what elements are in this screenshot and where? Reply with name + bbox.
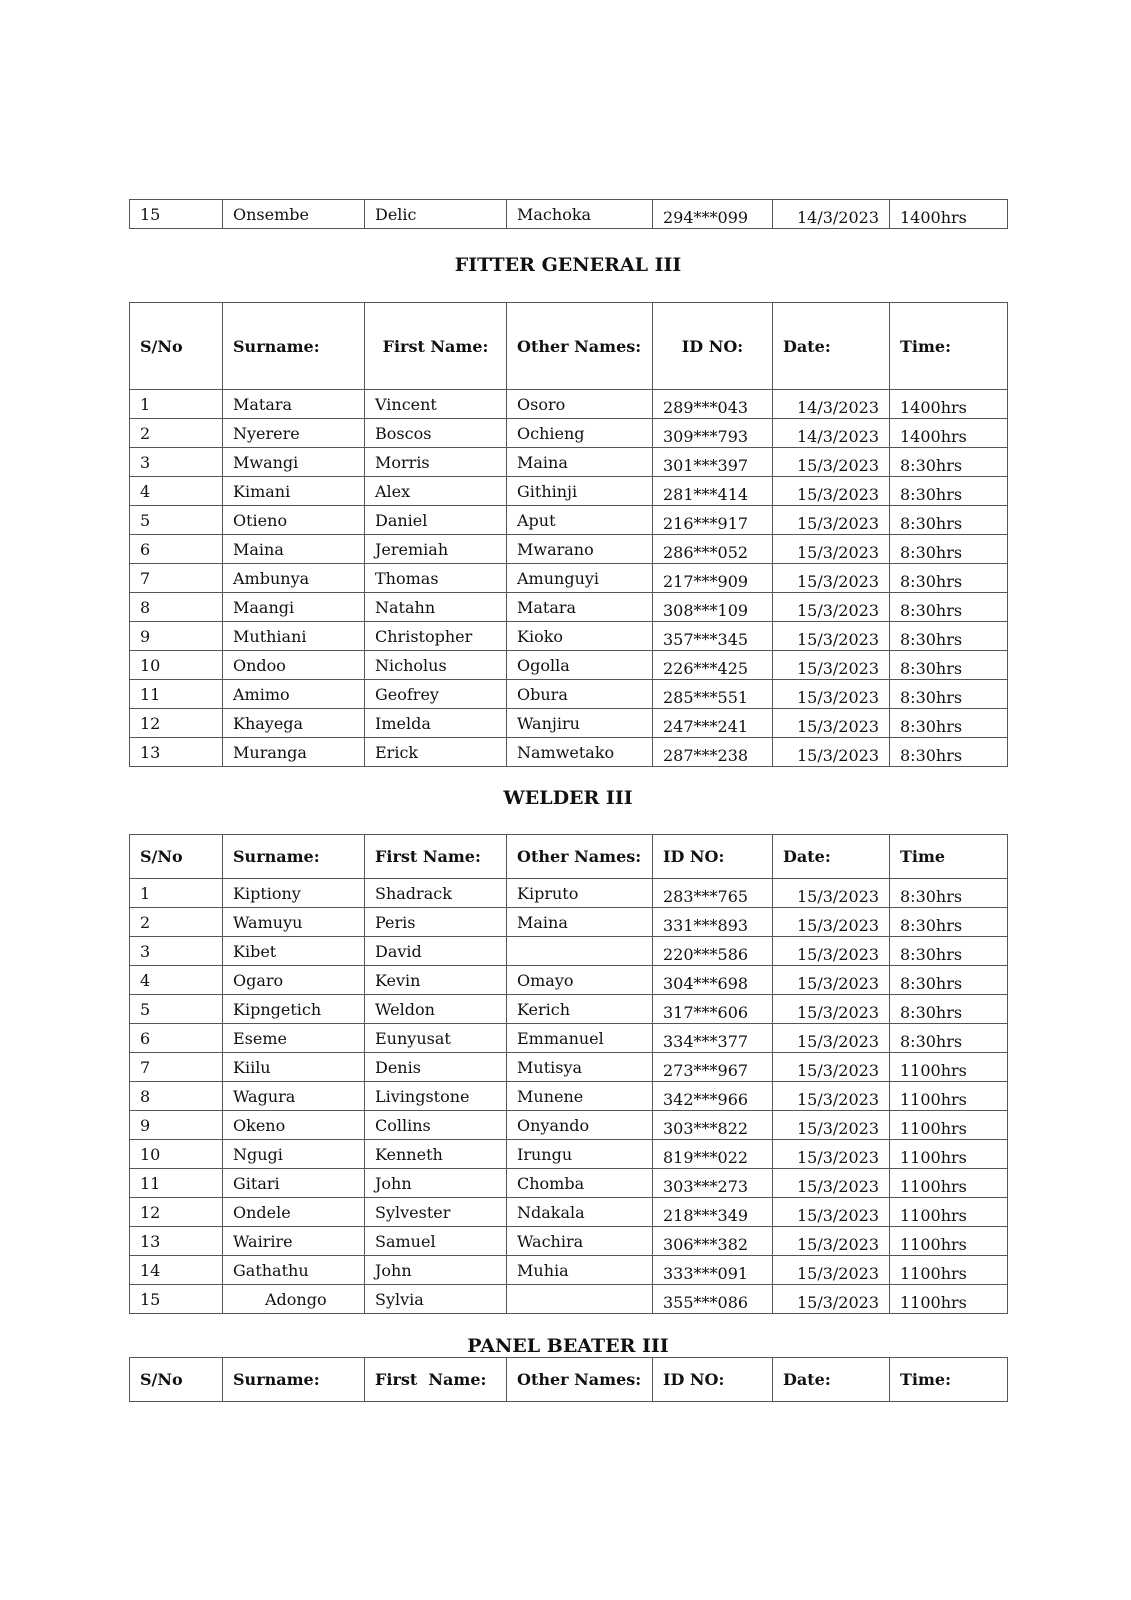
other-names-cell: Mutisya: [507, 1053, 653, 1082]
id-cell: 334***377: [653, 1024, 773, 1053]
other-names-cell: Ndakala: [507, 1198, 653, 1227]
header-id-no: ID NO:: [653, 835, 773, 879]
table-row: [130, 908, 1008, 937]
table-row: [130, 1140, 1008, 1169]
id-cell: 217***909: [653, 564, 773, 593]
header-surname: Surname:: [223, 835, 365, 879]
table-row: [130, 200, 1008, 229]
table-row: [130, 1198, 1008, 1227]
other-names-cell: Maina: [507, 448, 653, 477]
header-time: Time:: [890, 1358, 1008, 1402]
surname-cell: Muranga: [223, 738, 365, 767]
header-date: Date:: [773, 835, 890, 879]
first-name-cell: John: [365, 1256, 507, 1285]
sno-cell: 5: [130, 995, 223, 1024]
date-cell: 15/3/2023: [773, 879, 890, 908]
section-title-welder: WELDER III: [503, 787, 633, 809]
sno-cell: 10: [130, 651, 223, 680]
date-cell: 15/3/2023: [773, 1111, 890, 1140]
surname-cell: Eseme: [223, 1024, 365, 1053]
header-first-name: First Name:: [365, 1358, 507, 1402]
surname-cell: Mwangi: [223, 448, 365, 477]
table-row: [130, 506, 1008, 535]
fitter-table-body: [130, 390, 1008, 767]
header-surname: Surname:: [223, 303, 365, 390]
date-cell: 14/3/2023: [773, 390, 890, 419]
sno-cell: 6: [130, 1024, 223, 1053]
time-cell: 1100hrs: [890, 1053, 1008, 1082]
first-name-cell: Natahn: [365, 593, 507, 622]
sno-cell: 8: [130, 593, 223, 622]
time-cell: 1100hrs: [890, 1285, 1008, 1314]
header-date: Date:: [773, 303, 890, 390]
other-names-cell: Munene: [507, 1082, 653, 1111]
panel-table: [129, 1357, 1008, 1402]
table-row: [130, 1024, 1008, 1053]
id-cell: 303***822: [653, 1111, 773, 1140]
header-sno: S/No: [130, 835, 223, 879]
date-cell: 15/3/2023: [773, 1024, 890, 1053]
first-name-cell: Weldon: [365, 995, 507, 1024]
other-names-cell: Wachira: [507, 1227, 653, 1256]
table-row: [130, 419, 1008, 448]
time-cell: 1100hrs: [890, 1169, 1008, 1198]
other-names-cell: Ogolla: [507, 651, 653, 680]
time-cell: 1400hrs: [890, 419, 1008, 448]
time-cell: 8:30hrs: [890, 966, 1008, 995]
sno-cell: 15: [130, 200, 223, 229]
date-cell: 15/3/2023: [773, 564, 890, 593]
first-name-cell: Morris: [365, 448, 507, 477]
surname-cell: Khayega: [223, 709, 365, 738]
other-names-cell: Mwarano: [507, 535, 653, 564]
time-cell: 1100hrs: [890, 1111, 1008, 1140]
other-names-cell: Chomba: [507, 1169, 653, 1198]
id-cell: 333***091: [653, 1256, 773, 1285]
sno-cell: 4: [130, 966, 223, 995]
id-cell: 218***349: [653, 1198, 773, 1227]
date-cell: 15/3/2023: [773, 593, 890, 622]
id-cell: 331***893: [653, 908, 773, 937]
date-cell: 14/3/2023: [773, 419, 890, 448]
table-row: [130, 1111, 1008, 1140]
table-row: [130, 879, 1008, 908]
time-cell: 8:30hrs: [890, 651, 1008, 680]
id-cell: 281***414: [653, 477, 773, 506]
surname-cell: Muthiani: [223, 622, 365, 651]
id-cell: 355***086: [653, 1285, 773, 1314]
first-name-cell: Samuel: [365, 1227, 507, 1256]
date-cell: 15/3/2023: [773, 1256, 890, 1285]
id-cell: 289***043: [653, 390, 773, 419]
time-cell: 1400hrs: [890, 390, 1008, 419]
surname-cell: Ondoo: [223, 651, 365, 680]
first-name-cell: John: [365, 1169, 507, 1198]
other-names-cell: Kerich: [507, 995, 653, 1024]
first-name-cell: Denis: [365, 1053, 507, 1082]
sno-cell: 3: [130, 448, 223, 477]
date-cell: 15/3/2023: [773, 937, 890, 966]
welder-table-body: [130, 879, 1008, 1314]
time-cell: 1100hrs: [890, 1140, 1008, 1169]
date-cell: 15/3/2023: [773, 709, 890, 738]
header-id-no: ID NO:: [653, 303, 773, 390]
table-row: [130, 390, 1008, 419]
first-name-cell: Shadrack: [365, 879, 507, 908]
sno-cell: 5: [130, 506, 223, 535]
table-row: [130, 995, 1008, 1024]
surname-cell: Maina: [223, 535, 365, 564]
table-row: [130, 680, 1008, 709]
other-names-cell: Osoro: [507, 390, 653, 419]
time-cell: 8:30hrs: [890, 908, 1008, 937]
time-cell: 1100hrs: [890, 1198, 1008, 1227]
id-cell: 286***052: [653, 535, 773, 564]
first-name-cell: Kenneth: [365, 1140, 507, 1169]
table-row: [130, 622, 1008, 651]
sno-cell: 7: [130, 1053, 223, 1082]
header-sno: S/No: [130, 303, 223, 390]
table-row: [130, 1169, 1008, 1198]
id-cell: 303***273: [653, 1169, 773, 1198]
id-cell: 306***382: [653, 1227, 773, 1256]
first-name-cell: Eunyusat: [365, 1024, 507, 1053]
surname-cell: Ambunya: [223, 564, 365, 593]
table-row: [130, 937, 1008, 966]
time-cell: 8:30hrs: [890, 593, 1008, 622]
first-name-cell: Sylvia: [365, 1285, 507, 1314]
first-name-cell: Jeremiah: [365, 535, 507, 564]
time-cell: 8:30hrs: [890, 937, 1008, 966]
id-cell: 317***606: [653, 995, 773, 1024]
other-names-cell: [507, 1285, 653, 1314]
time-cell: 8:30hrs: [890, 738, 1008, 767]
table-row: [130, 738, 1008, 767]
first-name-cell: Imelda: [365, 709, 507, 738]
table-header-row: [130, 303, 1008, 390]
id-cell: 304***698: [653, 966, 773, 995]
surname-cell: Matara: [223, 390, 365, 419]
table-row: [130, 651, 1008, 680]
time-cell: 1100hrs: [890, 1082, 1008, 1111]
other-names-cell: Githinji: [507, 477, 653, 506]
date-cell: 15/3/2023: [773, 1169, 890, 1198]
other-names-cell: Irungu: [507, 1140, 653, 1169]
other-names-cell: [507, 937, 653, 966]
surname-cell: Adongo: [223, 1285, 365, 1314]
surname-cell: Nyerere: [223, 419, 365, 448]
other-names-cell: Namwetako: [507, 738, 653, 767]
other-names-cell: Obura: [507, 680, 653, 709]
surname-cell: Kiilu: [223, 1053, 365, 1082]
surname-cell: Onsembe: [223, 200, 365, 229]
table-row: [130, 448, 1008, 477]
time-cell: 1100hrs: [890, 1256, 1008, 1285]
id-cell: 357***345: [653, 622, 773, 651]
date-cell: 15/3/2023: [773, 1227, 890, 1256]
first-name-cell: Collins: [365, 1111, 507, 1140]
sno-cell: 6: [130, 535, 223, 564]
id-cell: 342***966: [653, 1082, 773, 1111]
sno-cell: 11: [130, 680, 223, 709]
first-name-cell: Kevin: [365, 966, 507, 995]
first-name-cell: Alex: [365, 477, 507, 506]
date-cell: 15/3/2023: [773, 506, 890, 535]
date-cell: 14/3/2023: [773, 200, 890, 229]
date-cell: 15/3/2023: [773, 448, 890, 477]
surname-cell: Kipngetich: [223, 995, 365, 1024]
header-date: Date:: [773, 1358, 890, 1402]
date-cell: 15/3/2023: [773, 535, 890, 564]
first-name-cell: Geofrey: [365, 680, 507, 709]
date-cell: 15/3/2023: [773, 738, 890, 767]
other-names-cell: Onyando: [507, 1111, 653, 1140]
surname-cell: Wagura: [223, 1082, 365, 1111]
header-time: Time: [890, 835, 1008, 879]
time-cell: 8:30hrs: [890, 680, 1008, 709]
other-names-cell: Kioko: [507, 622, 653, 651]
table-row: [130, 1285, 1008, 1314]
sno-cell: 8: [130, 1082, 223, 1111]
time-cell: 8:30hrs: [890, 995, 1008, 1024]
first-name-cell: Peris: [365, 908, 507, 937]
date-cell: 15/3/2023: [773, 622, 890, 651]
id-cell: 308***109: [653, 593, 773, 622]
sno-cell: 1: [130, 390, 223, 419]
other-names-cell: Kipruto: [507, 879, 653, 908]
header-other-names: Other Names:: [507, 303, 653, 390]
surname-cell: Kimani: [223, 477, 365, 506]
sno-cell: 1: [130, 879, 223, 908]
other-names-cell: Amunguyi: [507, 564, 653, 593]
sno-cell: 12: [130, 709, 223, 738]
sno-cell: 12: [130, 1198, 223, 1227]
id-cell: 287***238: [653, 738, 773, 767]
date-cell: 15/3/2023: [773, 680, 890, 709]
time-cell: 8:30hrs: [890, 622, 1008, 651]
first-name-cell: Nicholus: [365, 651, 507, 680]
time-cell: 8:30hrs: [890, 1024, 1008, 1053]
surname-cell: Wairire: [223, 1227, 365, 1256]
table-row: [130, 1082, 1008, 1111]
id-cell: 294***099: [653, 200, 773, 229]
date-cell: 15/3/2023: [773, 1082, 890, 1111]
sno-cell: 15: [130, 1285, 223, 1314]
first-name-cell: Boscos: [365, 419, 507, 448]
sno-cell: 7: [130, 564, 223, 593]
surname-cell: Gitari: [223, 1169, 365, 1198]
date-cell: 15/3/2023: [773, 908, 890, 937]
id-cell: 247***241: [653, 709, 773, 738]
time-cell: 8:30hrs: [890, 448, 1008, 477]
header-first-name: First Name:: [365, 303, 507, 390]
date-cell: 15/3/2023: [773, 1198, 890, 1227]
sno-cell: 10: [130, 1140, 223, 1169]
date-cell: 15/3/2023: [773, 1140, 890, 1169]
sno-cell: 11: [130, 1169, 223, 1198]
section-title-fitter: FITTER GENERAL III: [454, 254, 682, 276]
other-names-cell: Aput: [507, 506, 653, 535]
table-row: [130, 564, 1008, 593]
sno-cell: 2: [130, 908, 223, 937]
sno-cell: 2: [130, 419, 223, 448]
sno-cell: 9: [130, 622, 223, 651]
first-name-cell: Livingstone: [365, 1082, 507, 1111]
date-cell: 15/3/2023: [773, 651, 890, 680]
surname-cell: Gathathu: [223, 1256, 365, 1285]
other-names-cell: Matara: [507, 593, 653, 622]
section-title-panel: PANEL BEATER III: [467, 1335, 669, 1357]
date-cell: 15/3/2023: [773, 1053, 890, 1082]
first-name-cell: Daniel: [365, 506, 507, 535]
first-name-cell: Vincent: [365, 390, 507, 419]
id-cell: 285***551: [653, 680, 773, 709]
time-cell: 1100hrs: [890, 1227, 1008, 1256]
table-row: [130, 1053, 1008, 1082]
header-sno: S/No: [130, 1358, 223, 1402]
header-id-no: ID NO:: [653, 1358, 773, 1402]
carryover-table: [129, 199, 1008, 229]
first-name-cell: Christopher: [365, 622, 507, 651]
date-cell: 15/3/2023: [773, 995, 890, 1024]
time-cell: 8:30hrs: [890, 477, 1008, 506]
first-name-cell: David: [365, 937, 507, 966]
other-names-cell: Muhia: [507, 1256, 653, 1285]
date-cell: 15/3/2023: [773, 477, 890, 506]
surname-cell: Amimo: [223, 680, 365, 709]
other-names-cell: Ochieng: [507, 419, 653, 448]
date-cell: 15/3/2023: [773, 1285, 890, 1314]
header-first-name: First Name:: [365, 835, 507, 879]
time-cell: 1400hrs: [890, 200, 1008, 229]
other-names-cell: Omayo: [507, 966, 653, 995]
first-name-cell: Sylvester: [365, 1198, 507, 1227]
sno-cell: 13: [130, 1227, 223, 1256]
surname-cell: Kiptiony: [223, 879, 365, 908]
other-names-cell: Emmanuel: [507, 1024, 653, 1053]
other-names-cell: Machoka: [507, 200, 653, 229]
surname-cell: Okeno: [223, 1111, 365, 1140]
header-surname: Surname:: [223, 1358, 365, 1402]
surname-cell: Ngugi: [223, 1140, 365, 1169]
surname-cell: Ondele: [223, 1198, 365, 1227]
table-header-row: [130, 835, 1008, 879]
time-cell: 8:30hrs: [890, 709, 1008, 738]
fitter-table: [129, 302, 1008, 767]
table-row: [130, 1227, 1008, 1256]
surname-cell: Kibet: [223, 937, 365, 966]
header-other-names: Other Names:: [507, 1358, 653, 1402]
id-cell: 819***022: [653, 1140, 773, 1169]
id-cell: 273***967: [653, 1053, 773, 1082]
id-cell: 220***586: [653, 937, 773, 966]
first-name-cell: Thomas: [365, 564, 507, 593]
table-row: [130, 709, 1008, 738]
time-cell: 8:30hrs: [890, 564, 1008, 593]
sno-cell: 4: [130, 477, 223, 506]
surname-cell: Maangi: [223, 593, 365, 622]
table-row: [130, 1256, 1008, 1285]
surname-cell: Ogaro: [223, 966, 365, 995]
table-row: [130, 966, 1008, 995]
surname-cell: Wamuyu: [223, 908, 365, 937]
id-cell: 309***793: [653, 419, 773, 448]
first-name-cell: Delic: [365, 200, 507, 229]
sno-cell: 14: [130, 1256, 223, 1285]
other-names-cell: Maina: [507, 908, 653, 937]
welder-table: [129, 834, 1008, 1314]
time-cell: 8:30hrs: [890, 506, 1008, 535]
date-cell: 15/3/2023: [773, 966, 890, 995]
id-cell: 301***397: [653, 448, 773, 477]
table-row: [130, 535, 1008, 564]
other-names-cell: Wanjiru: [507, 709, 653, 738]
table-row: [130, 477, 1008, 506]
id-cell: 283***765: [653, 879, 773, 908]
id-cell: 226***425: [653, 651, 773, 680]
sno-cell: 3: [130, 937, 223, 966]
header-time: Time:: [890, 303, 1008, 390]
time-cell: 8:30hrs: [890, 879, 1008, 908]
first-name-cell: Erick: [365, 738, 507, 767]
table-row: [130, 593, 1008, 622]
table-header-row: [130, 1358, 1008, 1402]
id-cell: 216***917: [653, 506, 773, 535]
header-other-names: Other Names:: [507, 835, 653, 879]
time-cell: 8:30hrs: [890, 535, 1008, 564]
sno-cell: 9: [130, 1111, 223, 1140]
surname-cell: Otieno: [223, 506, 365, 535]
sno-cell: 13: [130, 738, 223, 767]
